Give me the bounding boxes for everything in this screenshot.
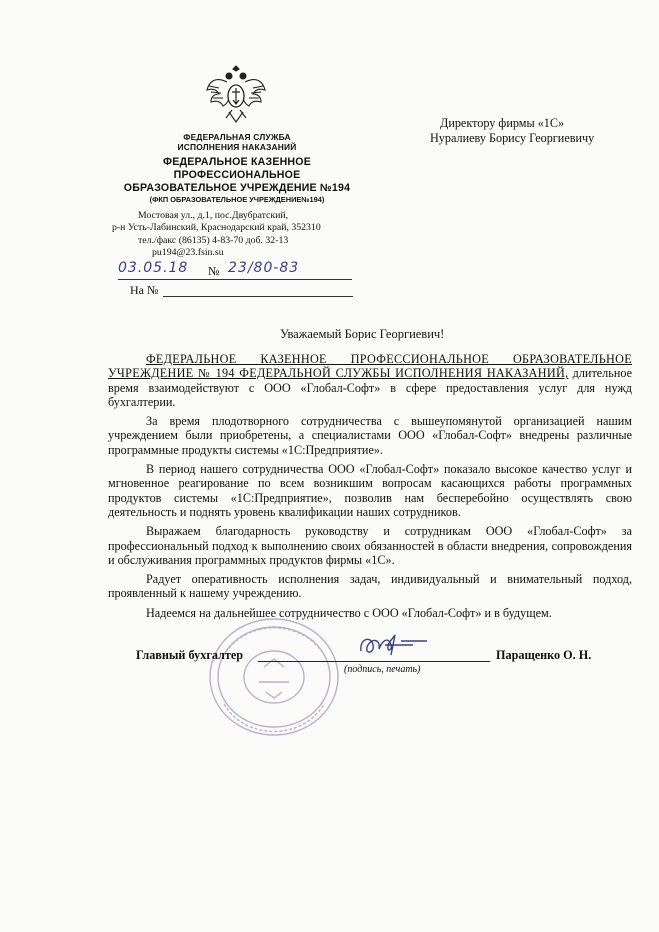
paragraph: Выражаем благодарность руководству и сотрудникам ООО «Глобал-Софт» за профессиональный подход к выполнению своих обязанностей в области внедрения, сопровождения и обслуживания программных продуктов фирмы «1С». — [108, 524, 632, 567]
signature-caption: (подпись, печать) — [344, 664, 421, 675]
org-name-line: ПРОФЕССИОНАЛЬНОЕ — [173, 169, 301, 181]
official-seal-icon — [204, 612, 344, 742]
paragraph: Надеемся на дальнейшее сотрудничество с ООО «Глобал-Софт» и в будущем. — [146, 605, 552, 620]
paragraph: Радует оперативность исполнения задач, индивидуальный и внимательный подход, проявленный к нашему учреждению. — [108, 572, 632, 601]
reply-to-blank — [163, 296, 353, 297]
paragraph-text: длительное время взаимодействуют с ООО «Глобал-Софт» в сфере предоставления услуг для нужд бухгалтерии. — [108, 366, 632, 409]
org-address — [112, 210, 362, 260]
address-line: Мостовая ул., д.1, пос.Двубратский, — [138, 210, 289, 221]
org-name-underlined: ФЕДЕРАЛЬНОЕ КАЗЕННОЕ ПРОФЕССИОНАЛЬНОЕ ОБРАЗОВАТЕЛЬНОЕ УЧРЕЖДЕНИЕ № 194 ФЕДЕРАЛЬНОЙ СЛУЖБЫ ИСПОЛНЕНИЯ НАКАЗАНИЙ, — [108, 352, 632, 381]
org-small-line: ИСПОЛНЕНИЯ НАКАЗАНИЙ — [177, 142, 297, 152]
eagle-emblem-icon — [205, 62, 267, 128]
organization-header — [112, 132, 362, 260]
paragraph — [108, 352, 632, 409]
org-name-line: ФЕДЕРАЛЬНОЕ КАЗЕННОЕ — [162, 156, 311, 168]
org-small-line: ФЕДЕРАЛЬНАЯ СЛУЖБА — [183, 132, 291, 142]
paragraph: В период нашего сотрудничества ООО «Глобал-Софт» показало высокое качество услуг и мгновенное реагирование по всем возникшим вопросам касающихся работы программных продуктов системы «1С:Предприятие», позволив нам бесперебойно осуществлять свою деятельность и поднять уровень квалификации наших сотрудников. — [108, 462, 632, 519]
greeting: Уважаемый Борис Георгиевич! — [280, 327, 445, 341]
recipient-name: Нуралиеву Борису Георгиевичу — [430, 131, 595, 145]
paragraph: За время плодотворного сотрудничества с вышеупомянутой организацией нашим учреждением были приобретены, а специалистами ООО «Глобал-Софт» внедрены различные программные продукты системы «1С:Предприятие». — [108, 414, 632, 457]
address-line: р-н Усть-Лабинский, Краснодарский край, 352310 — [112, 222, 321, 234]
reference-number-label: № — [208, 264, 220, 278]
recipient-block — [430, 116, 594, 146]
org-abbreviation: (ФКП ОБРАЗОВАТЕЛЬНОЕ УЧРЕЖДЕНИЕ№194) — [149, 195, 325, 204]
reference-date: 03.05.18 — [118, 260, 189, 276]
phone-line: тел./факс (86135) 4-83-70 доб. 32-13 — [138, 234, 289, 246]
incoming-reference — [118, 283, 352, 299]
handwritten-signature-icon — [355, 625, 435, 665]
outgoing-reference — [118, 260, 352, 280]
org-name-line: ОБРАЗОВАТЕЛЬНОЕ УЧРЕЖДЕНИЕ №194 — [123, 182, 351, 194]
email-line: pu194@23.fsin.su — [152, 247, 224, 259]
signatory-name: Паращенко О. Н. — [496, 648, 592, 662]
recipient-title: Директору фирмы «1С» — [440, 116, 565, 130]
reference-number: 23/80-83 — [228, 260, 300, 276]
signatory-position: Главный бухгалтер — [136, 648, 244, 662]
letter-body — [108, 352, 632, 625]
reply-to-label: На № — [130, 283, 159, 297]
